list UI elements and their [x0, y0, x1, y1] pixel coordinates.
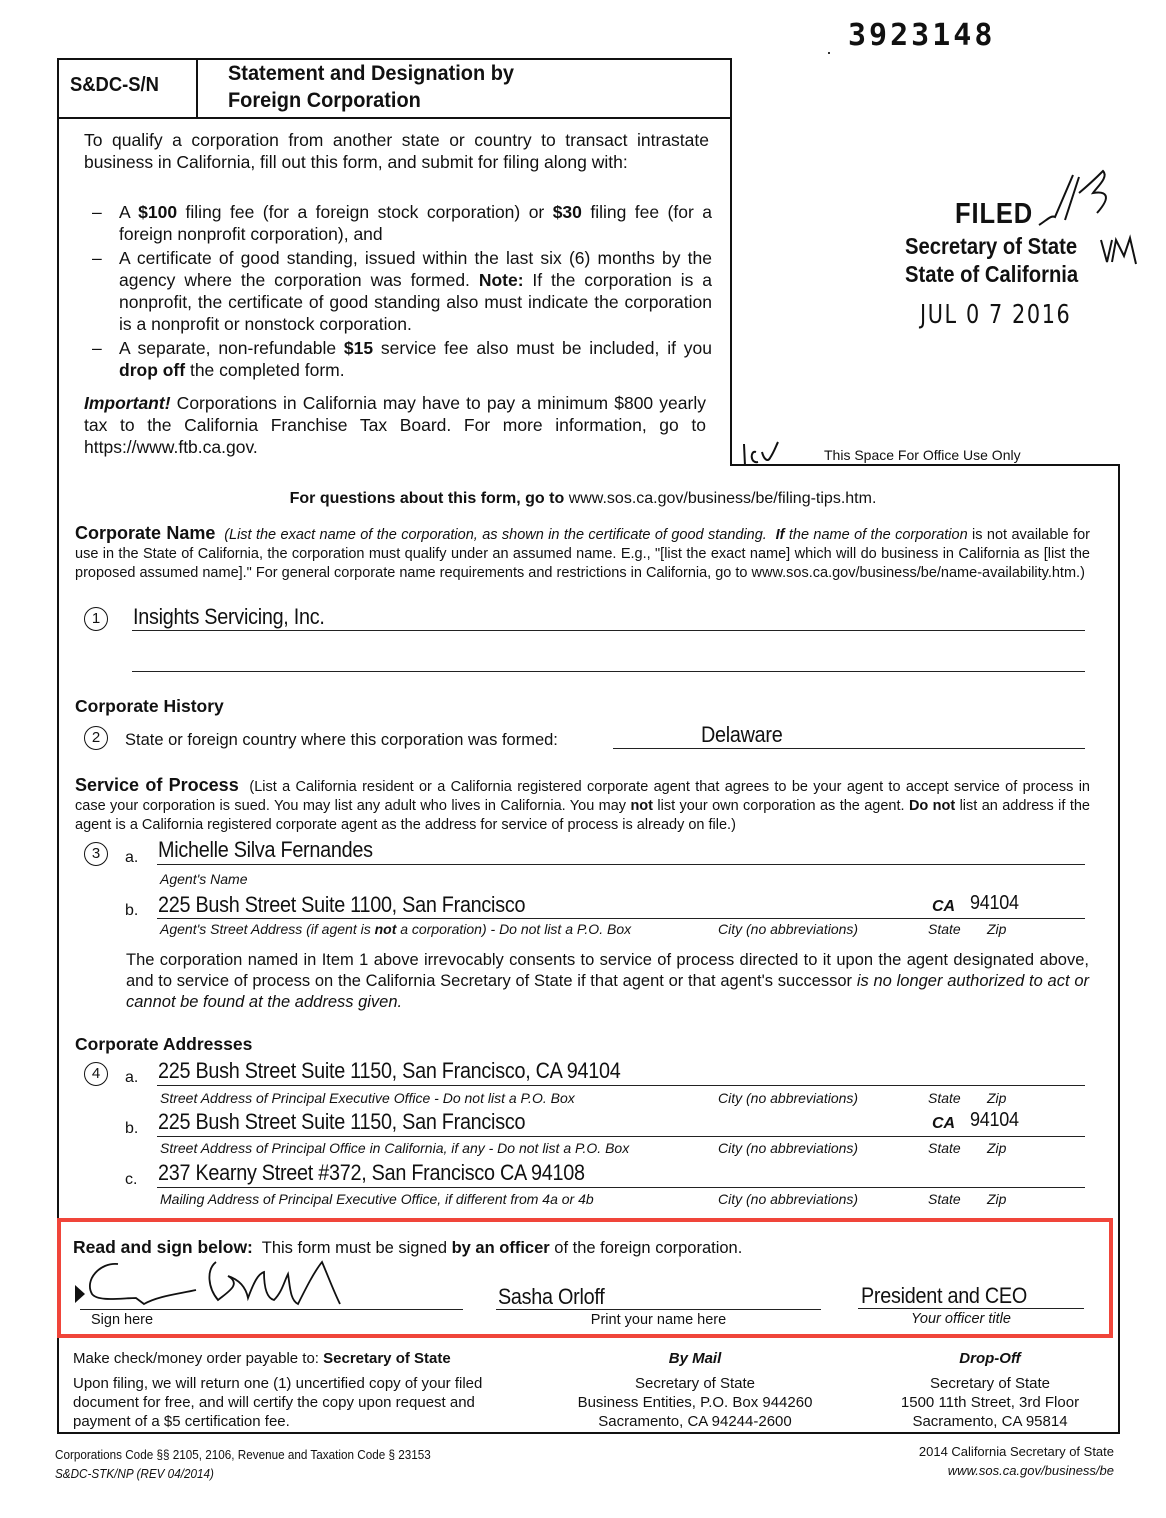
corporate-addresses-heading: Corporate Addresses — [75, 1034, 253, 1054]
signature-instructions: Read and sign below: This form must be signed by an officer of the foreign corporation. — [73, 1237, 743, 1257]
printed-name-caption: Print your name here — [590, 1312, 727, 1328]
office-use-label: This Space For Office Use Only — [824, 447, 1021, 463]
service-of-process-heading: Service of Process — [75, 775, 239, 795]
agent-state-caption: State — [928, 921, 961, 937]
form-code: S&DC-S/N — [70, 74, 159, 96]
stamp-filed: FILED — [955, 198, 1034, 230]
dash-icon: – — [92, 202, 102, 222]
corporate-name-instructions: Corporate Name (List the exact name of the corporation, as shown in the certificate of good standing. If the name of the corporation is not available for use in the State of California, the corporation must qualify under an assumed name. E.g., "[list the exact name] which will do business in California as [list the proposed assumed name]." For general corporate name requirements and restrictions in California, go to www.sos.ca.gov/business/be/name-availability.htm.) — [75, 523, 1090, 581]
address-a-caption: Street Address of Principal Executive Office - Do not list a P.O. Box — [160, 1090, 575, 1106]
address-a-zip-caption: Zip — [987, 1090, 1007, 1106]
address-b-label: b. — [125, 1120, 139, 1137]
office-initials — [740, 438, 785, 468]
header-box-top — [57, 58, 732, 60]
address-b-zip-field[interactable]: 94104 — [970, 1109, 1019, 1131]
formation-state-line — [613, 748, 1085, 749]
address-c-zip-caption: Zip — [987, 1191, 1007, 1207]
scan-speck — [828, 52, 830, 54]
stamp-line2: State of California — [905, 261, 1079, 287]
footer-copyright: 2014 California Secretary of State — [918, 1444, 1114, 1459]
item-3b-label: b. — [125, 902, 139, 919]
item-number-1: 1 — [84, 607, 108, 631]
sign-here-caption: Sign here — [91, 1312, 154, 1328]
stamp-initials-ab — [1035, 165, 1125, 235]
agent-address-caption: Agent's Street Address (if agent is not a corporation) - Do not list a P.O. Box — [160, 921, 632, 937]
address-b-state-caption: State — [928, 1140, 961, 1156]
by-mail-heading: By Mail — [668, 1350, 722, 1367]
formation-state-field[interactable]: Delaware — [701, 722, 783, 747]
address-c-city-caption: City (no abbreviations) — [718, 1191, 859, 1207]
address-a-city-caption: City (no abbreviations) — [718, 1090, 859, 1106]
copy-policy-text: Upon filing, we will return one (1) uncertified copy of your filed document for free, and will certify the copy upon request and payment of a $5 certification fee. — [73, 1375, 483, 1430]
officer-title-caption: Your officer title — [911, 1311, 1011, 1327]
payable-line: Make check/money order payable to: Secretary of State — [73, 1350, 451, 1367]
service-of-process-instructions: Service of Process (List a California resident or a California registered corporate agent that agrees to be your agent to accept service of process in case your corporation is sued. You may list any adult who lives in California. You may not list your own corporation as the agent. Do not list an address if the agent is a California registered corporate agent as the address for service of process is already on file.) — [75, 775, 1090, 833]
footer-form-revision: S&DC-STK/NP (REV 04/2014) — [55, 1466, 214, 1481]
address-a-field[interactable]: 225 Bush Street Suite 1150, San Francisco, CA 94104 — [158, 1058, 621, 1083]
important-note: Important! Corporations in California may have to pay a minimum $800 yearly tax to the California Franchise Tax Board. For more information, go to https://www.ftb.ca.gov. — [84, 393, 706, 457]
address-b-zip-caption: Zip — [987, 1140, 1007, 1156]
address-b-caption: Street Address of Principal Office in California, if any - Do not list a P.O. Box — [160, 1140, 630, 1156]
agent-address-field[interactable]: 225 Bush Street Suite 1100, San Francisco — [158, 892, 526, 917]
drop-off-heading: Drop-Off — [959, 1350, 1021, 1367]
corporate-name-line-1 — [132, 630, 1085, 631]
agent-address-line — [157, 918, 1085, 919]
bullet-filing-fee: – A $100 filing fee (for a foreign stock corporation) or $30 filing fee (for a foreign nonprofit corporation), and — [92, 202, 712, 244]
dash-icon: – — [92, 248, 102, 268]
address-c-state-caption: State — [928, 1191, 961, 1207]
document-number: 3923148 — [848, 18, 996, 53]
corporate-name-heading: Corporate Name — [75, 523, 216, 543]
address-c-label: c. — [125, 1171, 138, 1188]
corporate-name-field[interactable]: Insights Servicing, Inc. — [133, 604, 325, 629]
drop-off-address: Secretary of State 1500 11th Street, 3rd Floor Sacramento, CA 95814 — [900, 1375, 1080, 1430]
officer-title-line — [858, 1308, 1084, 1309]
printed-name-line — [496, 1309, 821, 1310]
item-number-3: 3 — [84, 842, 108, 866]
address-c-caption: Mailing Address of Principal Executive Office, if different from 4a or 4b — [160, 1191, 594, 1207]
address-a-label: a. — [125, 1069, 139, 1086]
intro-bullets — [92, 201, 712, 381]
signature-line — [80, 1309, 463, 1310]
item-number-4: 4 — [84, 1062, 108, 1086]
header-box-divider — [196, 58, 198, 118]
agent-city-caption: City (no abbreviations) — [718, 921, 859, 937]
agent-name-field[interactable]: Michelle Silva Fernandes — [158, 837, 373, 862]
address-c-field[interactable]: 237 Kearny Street #372, San Francisco CA 94108 — [158, 1160, 585, 1185]
form-border-bottom — [57, 1432, 1120, 1434]
printed-name-field[interactable]: Sasha Orloff — [498, 1284, 605, 1309]
address-b-state-field[interactable]: CA — [932, 1115, 956, 1132]
consent-paragraph: The corporation named in Item 1 above irrevocably consents to service of process directed to it upon the agent designated above, and to service of process on the California Secretary of State if that agent or that agent's successor is no longer authorized to act or cannot be found at the address given. — [126, 951, 1090, 1011]
agent-state-field[interactable]: CA — [932, 898, 956, 915]
address-a-line — [157, 1085, 1085, 1086]
officer-title-field[interactable]: President and CEO — [861, 1283, 1028, 1308]
address-a-state-caption: State — [928, 1090, 961, 1106]
address-c-line — [157, 1187, 1085, 1188]
by-mail-address: Secretary of State Business Entities, P.O. Box 944260 Sacramento, CA 94244-2600 — [577, 1375, 813, 1430]
form-border-right — [1118, 464, 1120, 1433]
stamp-date: JUL 0 7 2016 — [920, 300, 1072, 330]
agent-name-line — [157, 864, 1085, 865]
stamp-line1: Secretary of State — [905, 233, 1078, 259]
officer-signature[interactable] — [78, 1252, 358, 1312]
footer-code-line: Corporations Code §§ 2105, 2106, Revenue and Taxation Code § 23153 — [55, 1447, 431, 1462]
header-box-bottom — [57, 117, 732, 119]
corporate-name-line-2 — [132, 671, 1085, 672]
footer-url: www.sos.ca.gov/business/be — [947, 1463, 1114, 1478]
bullet-good-standing: – A certificate of good standing, issued within the last six (6) months by the agency where the corporation was formed. Note: If the corporation is a nonprofit, the certificate of good standing also must indicate the corporation is a nonprofit or nonstock corporation. — [92, 248, 712, 334]
corporate-history-heading: Corporate History — [75, 696, 224, 716]
office-box-bottom — [730, 464, 1120, 466]
dash-icon: – — [92, 338, 102, 358]
agent-name-caption: Agent's Name — [160, 871, 248, 887]
address-b-line — [157, 1136, 1085, 1137]
address-b-city-caption: City (no abbreviations) — [718, 1140, 859, 1156]
item-3a-label: a. — [125, 849, 139, 866]
formation-state-label: State or foreign country where this corporation was formed: — [125, 731, 558, 749]
agent-zip-caption: Zip — [987, 921, 1007, 937]
bullet-service-fee: – A separate, non-refundable $15 service fee also must be included, if you drop off the completed form. — [92, 338, 712, 380]
form-title-line2: Foreign Corporation — [228, 89, 421, 112]
item-number-2: 2 — [84, 726, 108, 750]
agent-zip-field[interactable]: 94104 — [970, 892, 1019, 914]
questions-line: For questions about this form, go to www.sos.ca.gov/business/be/filing-tips.htm. — [289, 490, 877, 507]
intro-paragraph: To qualify a corporation from another state or country to transact intrastate business in California, fill out this form, and submit for filing along with: — [84, 130, 709, 172]
address-b-field[interactable]: 225 Bush Street Suite 1150, San Francisco — [158, 1109, 526, 1134]
office-box-left — [730, 58, 732, 466]
stamp-initials-vm — [1098, 234, 1144, 270]
form-title-line1: Statement and Designation by — [228, 62, 514, 85]
